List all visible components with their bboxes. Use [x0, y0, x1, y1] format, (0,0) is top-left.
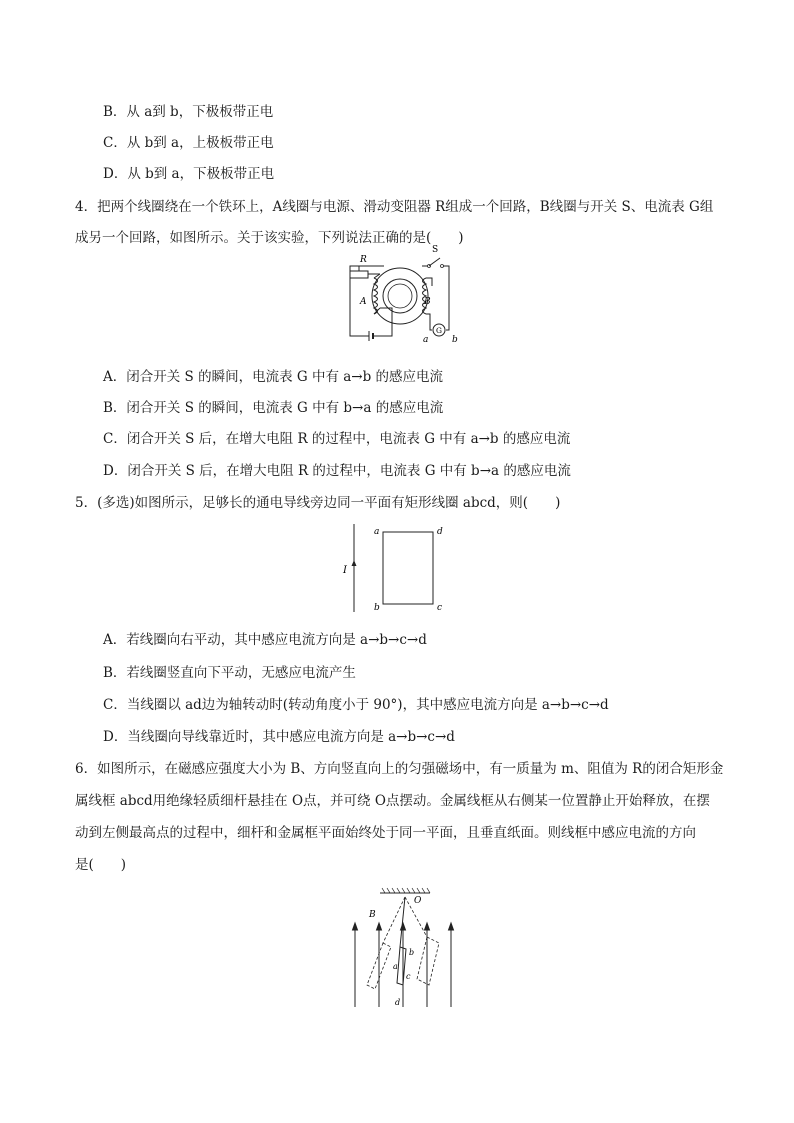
- q6-label-d: d: [395, 998, 401, 1007]
- q4-stem-line2: 成另一个回路，如图所示。关于该实验，下列说法正确的是( ): [75, 230, 464, 246]
- q6-stem-line3: 动到左侧最高点的过程中，细杆和金属框平面始终处于同一平面，且垂直纸面。则线框中感应电流的方向: [75, 825, 696, 841]
- q5-option-d: D．当线圈向导线靠近时，其中感应电流方向是 a→b→c→d: [103, 729, 455, 745]
- q6-stem-line2: 属线框 abcd用绝缘轻质细杆悬挂在 O点，并可绕 O点摆动。金属线框从右侧某一位置静止开始释放，在摆: [75, 793, 710, 809]
- q4-label-b: b: [452, 335, 458, 345]
- q6-stem-line4: 是( ): [75, 857, 127, 873]
- q6-label-c: c: [406, 972, 411, 981]
- q4-label-a: a: [423, 335, 429, 345]
- q4-option-b: B．闭合开关 S 的瞬间，电流表 G 中有 b→a 的感应电流: [103, 400, 444, 416]
- q5-stem: 5．(多选)如图所示，足够长的通电导线旁边同一平面有矩形线圈 abcd，则( ): [75, 495, 561, 511]
- q6-label-O: O: [414, 896, 422, 906]
- q6-label-a: a: [393, 962, 398, 971]
- q6-label-b: b: [409, 948, 415, 957]
- q5-label-I: I: [343, 565, 347, 576]
- q4-option-c: C．闭合开关 S 后，在增大电阻 R 的过程中，电流表 G 中有 a→b 的感应电流: [103, 431, 571, 447]
- q4-option-d: D．闭合开关 S 后，在增大电阻 R 的过程中，电流表 G 中有 b→a 的感应电流: [103, 463, 571, 479]
- q4-label-B: B: [424, 297, 431, 307]
- q4-label-S: S: [432, 245, 439, 255]
- q5-option-c: C．当线圈以 ad边为轴转动时(转动角度小于 90°)，其中感应电流方向是 a→b→c→d: [103, 697, 609, 713]
- q3-option-d: D．从 b到 a，下极板带正电: [103, 166, 275, 182]
- q4-label-R: R: [360, 255, 367, 265]
- q6-stem-line1: 6．如图所示，在磁感应强度大小为 B、方向竖直向上的匀强磁场中，有一质量为 m、阻值为 R的闭合矩形金: [75, 761, 724, 777]
- q5-option-a: A．若线圈向右平动，其中感应电流方向是 a→b→c→d: [103, 632, 427, 648]
- q6-figure-pendulum-frame: [345, 885, 465, 1010]
- q3-option-b: B．从 a到 b，下极板带正电: [103, 104, 274, 120]
- q5-label-c: c: [437, 603, 443, 613]
- q5-option-b: B．若线圈竖直向下平动，无感应电流产生: [103, 665, 356, 681]
- q4-figure-coil-circuit: [336, 238, 466, 348]
- q3-option-c: C．从 b到 a，上极板带正电: [103, 135, 274, 151]
- q4-label-A: A: [360, 297, 367, 307]
- q5-label-a: a: [374, 527, 380, 537]
- q4-option-a: A．闭合开关 S 的瞬间，电流表 G 中有 a→b 的感应电流: [103, 369, 444, 385]
- q4-label-G: G: [436, 326, 442, 335]
- q4-stem-line1: 4．把两个线圈绕在一个铁环上，A线圈与电源、滑动变阻器 R组成一个回路，B线圈与开关 S、电流表 G组: [75, 199, 714, 215]
- q6-label-B: B: [369, 910, 376, 920]
- q5-label-d: d: [437, 527, 443, 537]
- q5-figure-wire-and-loop: [338, 520, 458, 615]
- q5-label-b: b: [374, 603, 380, 613]
